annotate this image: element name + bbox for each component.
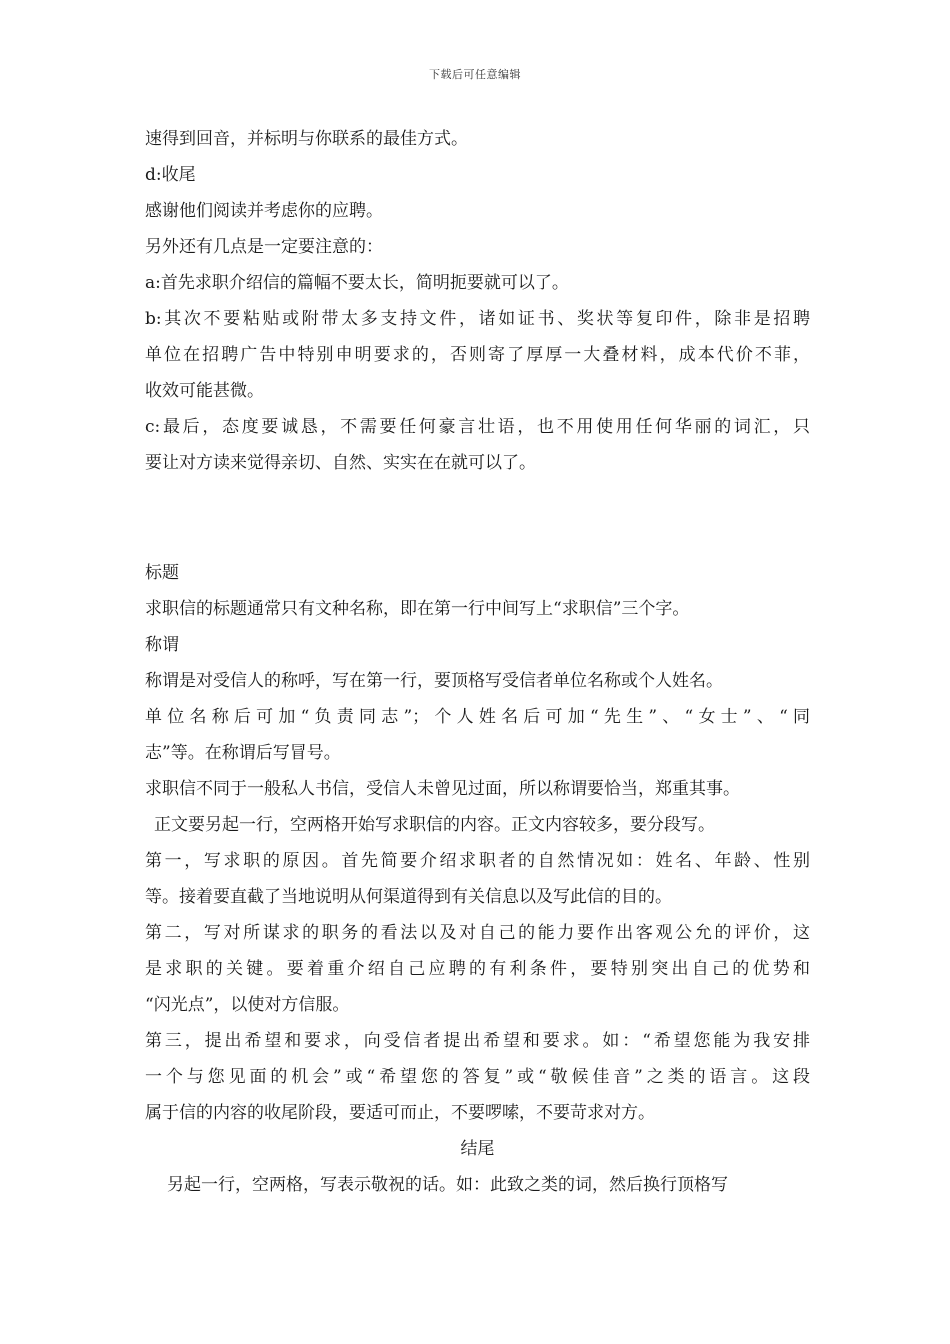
text-line: 第二，写对所谋求的职务的看法以及对自己的能力要作出客观公允的评价，这: [145, 923, 810, 943]
text-line: 单位名称后可加“负责同志”；个人姓名后可加“先生”、“女士”、“同: [145, 707, 810, 727]
text-line: 另外还有几点是一定要注意的：: [145, 237, 383, 257]
text-line: b:其次不要粘贴或附带太多支持文件，诸如证书、奖状等复印件，除非是招聘: [145, 309, 810, 329]
text-line: d:收尾: [145, 165, 196, 185]
section-heading-title: 标题: [145, 563, 179, 583]
section-heading-salutation: 称谓: [145, 635, 179, 655]
page-header: 下载后可任意编辑: [429, 68, 521, 81]
text-line: “闪光点”，以使对方信服。: [145, 995, 350, 1015]
text-line: 正文要另起一行，空两格开始写求职信的内容。正文内容较多，要分段写。: [154, 815, 715, 835]
text-line: 是求职的关键。要着重介绍自己应聘的有利条件，要特别突出自己的优势和: [145, 959, 810, 979]
text-line: 属于信的内容的收尾阶段，要适可而止，不要啰嗦，不要苛求对方。: [145, 1103, 655, 1123]
text-line: 一个与您见面的机会”或“希望您的答复”或“敬候佳音”之类的语言。这段: [145, 1067, 810, 1087]
text-line: c:最后，态度要诚恳，不需要任何豪言壮语，也不用使用任何华丽的词汇，只: [145, 417, 810, 437]
text-line: 另起一行，空两格，写表示敬祝的话。如：此致之类的词，然后换行顶格写: [167, 1175, 728, 1195]
document-body: [145, 121, 810, 1203]
text-line: 求职信的标题通常只有文种名称，即在第一行中间写上“求职信”三个字。: [145, 599, 690, 619]
text-line: 等。接着要直截了当地说明从何渠道得到有关信息以及写此信的目的。: [145, 887, 672, 907]
section-heading-closing: 结尾: [460, 1139, 495, 1159]
text-line: 第一，写求职的原因。首先简要介绍求职者的自然情况如：姓名、年龄、性别: [145, 851, 810, 871]
text-line: 速得到回音，并标明与你联系的最佳方式。: [145, 129, 468, 149]
section-gap: [145, 481, 810, 555]
text-line: 单位在招聘广告中特别申明要求的，否则寄了厚厚一大叠材料，成本代价不菲，: [145, 345, 810, 365]
text-line: 求职信不同于一般私人书信，受信人未曾见过面，所以称谓要恰当，郑重其事。: [145, 779, 740, 799]
text-line: 要让对方读来觉得亲切、自然、实实在在就可以了。: [145, 453, 536, 473]
text-line: 志”等。在称谓后写冒号。: [145, 743, 341, 763]
text-line: 感谢他们阅读并考虑你的应聘。: [145, 201, 383, 221]
text-line: a:首先求职介绍信的篇幅不要太长，简明扼要就可以了。: [145, 273, 569, 293]
text-line: 称谓是对受信人的称呼，写在第一行，要顶格写受信者单位名称或个人姓名。: [145, 671, 723, 691]
text-line: 收效可能甚微。: [145, 381, 264, 401]
text-line: 第三，提出希望和要求，向受信者提出希望和要求。如：“希望您能为我安排: [145, 1031, 810, 1051]
